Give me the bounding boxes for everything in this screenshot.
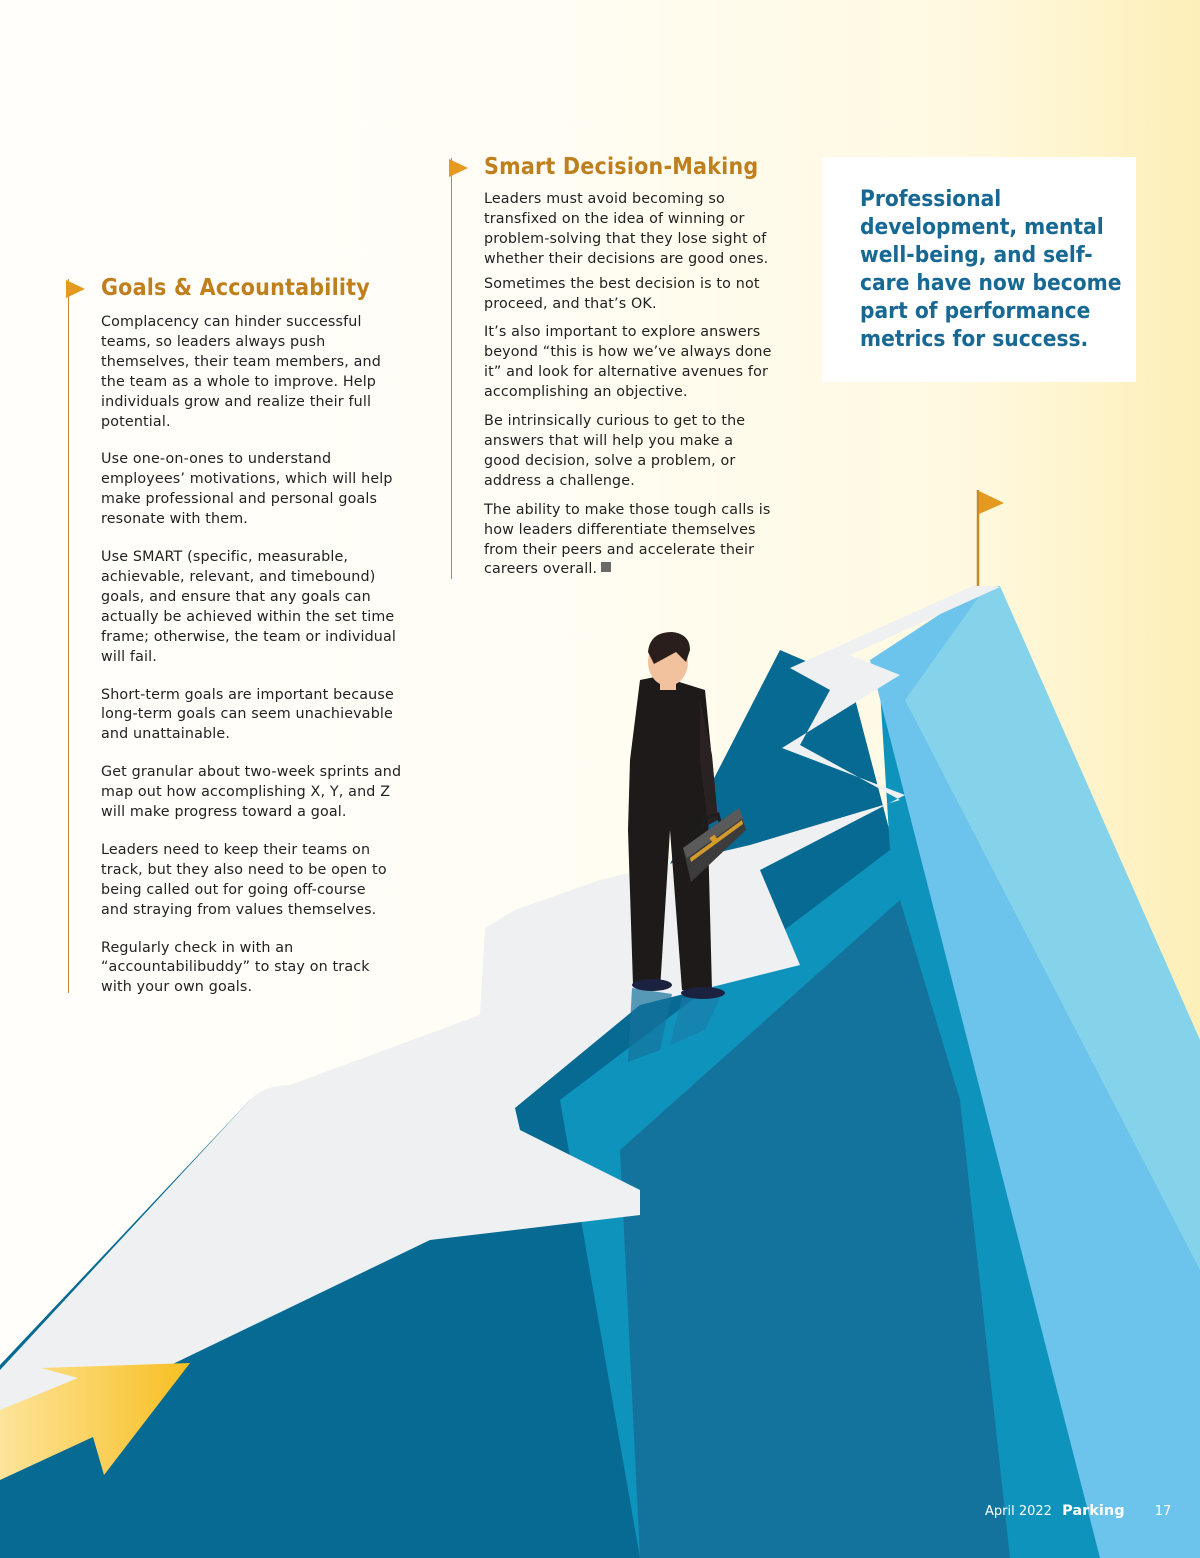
decision-paragraph bbox=[484, 501, 774, 581]
triangle-marker-icon bbox=[66, 280, 85, 298]
decision-body bbox=[484, 190, 774, 580]
footer-issue-date: April 2022 bbox=[985, 1504, 1052, 1519]
page-footer bbox=[985, 1503, 1171, 1523]
goals-accountability-section bbox=[68, 275, 402, 996]
pull-quote-box bbox=[822, 157, 1136, 382]
goals-paragraph: Complacency can hinder successful teams, so leaders always push themselves, their team members, and the team as a whole to improve. Help individuals grow and realize their full potential. bbox=[101, 314, 381, 430]
goals-paragraph: Use SMART (specific, measurable, achievable, relevant, and timebound) goals, and ensure that any goals can actually be achieved within the set time frame; otherwise, the team or individual will fail. bbox=[101, 549, 397, 665]
goals-paragraph: Use one-on-ones to understand employees’ motivations, which will help make professional and personal goals resonate with them. bbox=[101, 451, 393, 528]
smart-decision-section bbox=[451, 154, 772, 579]
goals-paragraph: Leaders need to keep their teams on track, but they also need to be open to being called out for going off-course and straying from values themselves. bbox=[101, 841, 387, 918]
summit-flag-icon bbox=[979, 491, 1004, 514]
page-number: 17 bbox=[1154, 1504, 1172, 1519]
decision-paragraph: It’s also important to explore answers beyond “this is how we’ve always done it” and look for alternative avenues for accomplishing an objective. bbox=[484, 324, 772, 401]
decision-paragraph: Be intrinsically curious to get to the answers that will help you make a good decision, solve a problem, or address a challenge. bbox=[484, 413, 746, 489]
goals-paragraph: Regularly check in with an “accountabilibuddy” to stay on track with your own goals. bbox=[101, 939, 370, 996]
decision-paragraph: Sometimes the best decision is to not proceed, and that’s OK. bbox=[484, 275, 760, 312]
decision-heading: Smart Decision-Making bbox=[484, 154, 759, 180]
end-of-article-icon bbox=[601, 562, 611, 572]
triangle-marker-icon bbox=[449, 159, 468, 177]
pull-quote-text: Professional development, mental well-being, and self-care have now become part of performance metrics for success. bbox=[860, 186, 1122, 352]
footer-magazine-name: Parking bbox=[1062, 1503, 1125, 1519]
decision-paragraph: Leaders must avoid becoming so transfixed on the idea of winning or problem-solving that they lose sight of whether their decisions are good ones. bbox=[484, 191, 769, 267]
decision-paragraph-text: The ability to make those tough calls is how leaders differentiate themselves from their peers and accelerate their careers overall. bbox=[484, 501, 771, 578]
goals-paragraph: Get granular about two-week sprints and map out how accomplishing X, Y, and Z will make progress toward a goal. bbox=[101, 764, 402, 821]
goals-heading: Goals & Accountability bbox=[101, 275, 370, 301]
goals-body bbox=[101, 313, 406, 998]
goals-paragraph: Short-term goals are important because long-term goals can seem unachievable and unattainable. bbox=[101, 686, 394, 743]
